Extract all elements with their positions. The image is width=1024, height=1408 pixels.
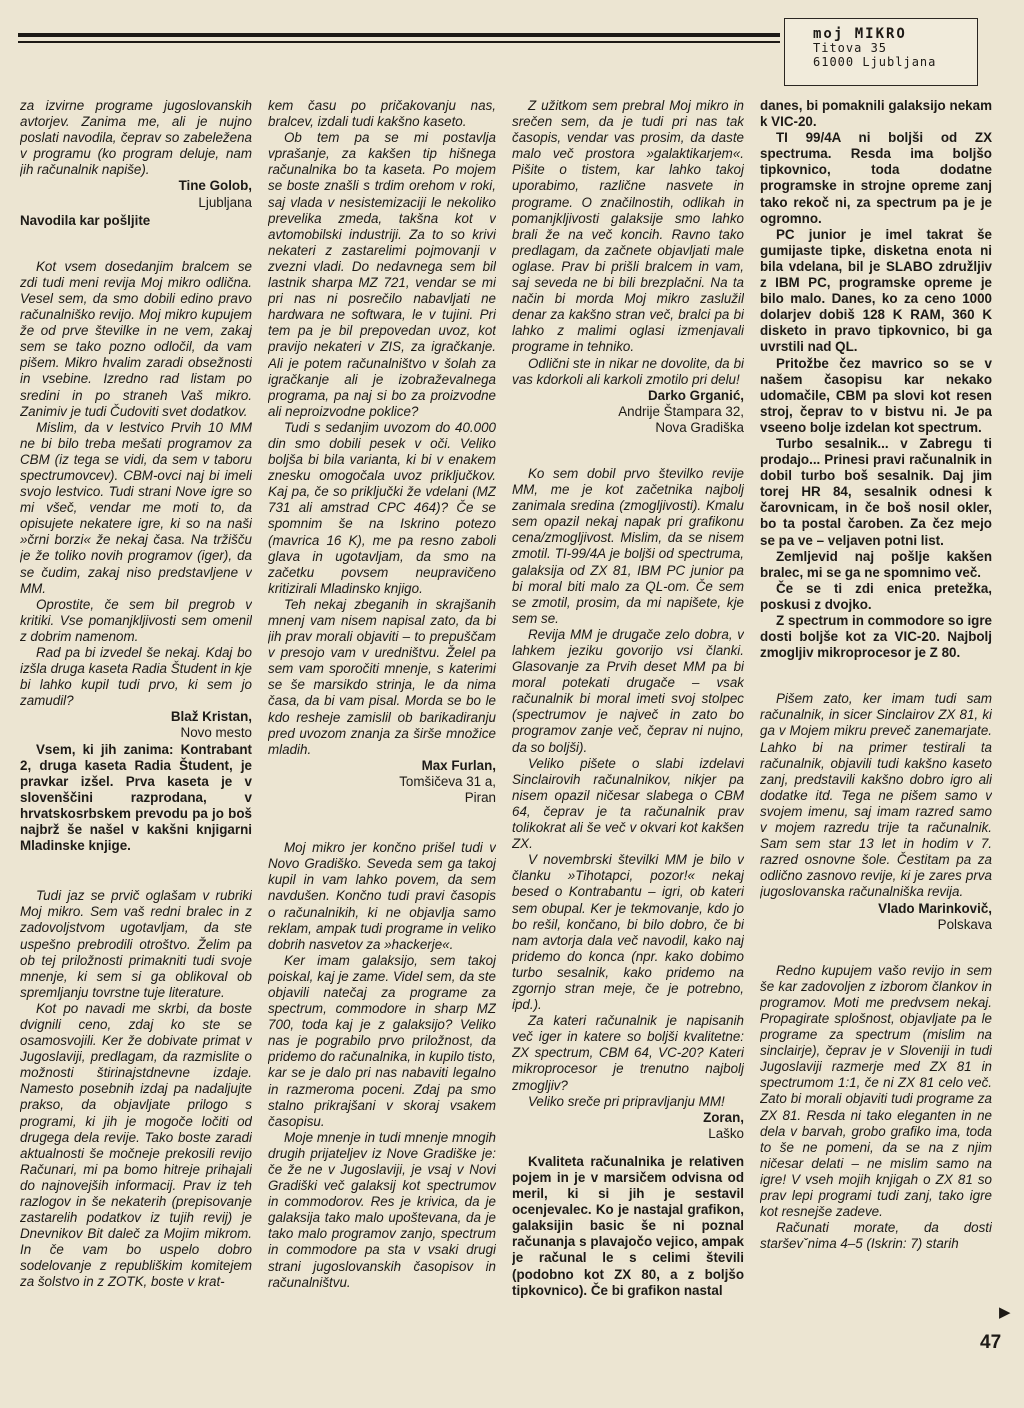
letter-signature: Darko Grganić,	[648, 387, 744, 403]
letter-signature: Max Furlan,	[421, 757, 496, 773]
letter-place: Andrije Štampara 32,	[618, 403, 744, 419]
letter-place: Novo mesto	[180, 725, 252, 741]
letter-text: Veliko sreče pri pripravljanju MM!	[528, 1093, 725, 1109]
letter-text: Pišem zato, ker imam tudi sam računalnik, in sicer Sinclairov ZX 81, ki ga v Mojem mikru preveč zanemarjate. Lahko bi na primer testirali ta računalnik, objavili tudi kakšno kaseto zanj, predstavili kakšno dobro igro ali dodatke itd. Tega ne pišem samo v svojem imenu, saj imam razred samo v mojem razredu trije ta računalnik. Sam sem star 13 let in hodim v 7. razred osnovne šole. Čestitam pa za odlično zasnovo revije, ki je zares prva jugoslovanska računalniška revija.	[760, 691, 992, 900]
letter-text: Ko sem dobil prvo številko revije MM, me je kot začetnika najbolj zanimala sredina (zmogljivosti). Kmalu sem opazil nekaj napak pri grafikonu cena/zmogljivost. Mislim, da se nisem zmotil. TI-99/4A je boljši od spectruma, galaksija od ZX 81, IBM PC junior pa bi moral biti malo za QL-om. Če sem se zmotil, prosim, da mi napišete, kje sem se.	[512, 465, 744, 626]
letter-place: Tomšičeva 31 a,	[399, 773, 496, 789]
letter-text: Ob tem pa se mi postavlja vprašanje, za kakšen tip hišnega računalnika bo ta kaseta. Po mojem se boste znašli s trdim orehom v roki, saj vlada v nesistemizaciji le nekoliko prevelika zmeda, takšna kot v avtomobilski industriji. Za to so krivi nekateri z zastarelimi pojmovanji v zvezni vladi. Do nedavnega sem bil lastnik sharpa MZ 721, vendar se mi pri nas ni posrečilo nabavljati ne hardwara ne softwara, le v tujini. Pri tem pa je bil prepovedan uvoz, kot pravijo nekateri v ZIS, za igračkanje. Ali je potem računalništvo v šolah za igračkanje ali je izobraževalnega programa, pa naj si bo za proizvodne ali neproizvodne poklice?	[268, 130, 496, 419]
address-city: 61000 Ljubljana	[813, 55, 937, 69]
editor-reply: Kvaliteta računalnika je relativen pojem in je v marsičem odvisna od meril, ki si jih je sestavil ocenjevalec. Ko je nastajal grafikon, galaksijin basic še ni poznal računanja s plavajočo vejico, ampak je računal le s celimi števili (podobno kot ZX 80, a z boljšo tipkovnico). Če bi grafikon nastal	[512, 1153, 744, 1298]
column-1	[20, 98, 252, 1353]
letter-signature: Blaž Kristan,	[170, 709, 252, 725]
letter-text: za izvirne programe jugoslovanskih avtorjev. Zanima me, ali je nujno poslati navodila, čeprav so zabeležena v programu (ko program deluje, nam jih računalnik napiše).	[20, 98, 252, 178]
address-magazine: moj MIKRO	[813, 26, 907, 42]
letter-text: Kot po navadi me skrbi, da boste dvignili ceno, zdaj ko ste se osamosvojili. Ker že dobivate primat v Jugoslaviji, predlagam, da razmislite o možnosti štirinajstdnevne izdaje. Namesto posebnih izdaj pa nadaljujte prakso, da objavljate prilogo s programi, ki jih je mogoče ločiti od drugega dela revije. Tako boste zaradi aktualnosti še močneje prekosili revijo Računari, mi pa bomo hitreje prihajali do najnovejših informacij. Prav iz teh razlogov in še nekaterih (prepisovanje zastarelih podatkov iz tujih revij) je Dnevnikov Bit daleč za Mojim mikrom. In če vam bo uspelo dobro sodelovanje z republiškim komitejem za šolstvo in z ZOTK, boste v krat-	[20, 1000, 252, 1290]
header-rule-thick	[18, 33, 780, 37]
letter-text: Teh nekaj zbeganih in skrajšanih mnenj vam nisem napisal zato, da bi jih prav morali objaviti – to prepuščam v presojo vam v uredništvu. Želel pa sem vam sporočiti mnenje, s katerimi se še marsikdo strinja, le da nima časa, da bi vam pisal. Morda se bo le kdo resheje zamislil ob barikadiranju pred uvozom znanja za širše množice mladih.	[268, 596, 496, 757]
continue-arrow-icon: ▶	[999, 1304, 1011, 1321]
page-number: 47	[980, 1332, 1002, 1353]
editor-reply: Pritožbe čez mavrico so se v našem časopisu kar nekako udomačile, CBM pa slovi kot resen stroj, čeprav to v bistvu ni. Je pa vseeno bolje izdelan kot spectrum.	[760, 355, 992, 435]
letter-text: Mislim, da v lestvico Prvih 10 MM ne bi bilo treba mešati programov za CBM (iz tega se vidi, da sem v taboru spectrumovcev). CBM-ovci naj bi imeli svojo lestvico. Tudi strani Nove igre so mi všeč, vendar me moti to, da opisujete nekatere igre, ki so na naši »črni borzi« že nekaj časa. Na tržišču je že toliko novih programov (iger), da se čudim, zakaj niso predstavljene v MM.	[20, 419, 252, 596]
letter-place: Piran	[464, 790, 496, 806]
letter-text: Tudi jaz se prvič oglašam v rubriki Moj mikro. Sem vaš redni bralec in z zadovoljstvom ugotavljam, da ste uspešno prebrodili otroštvo. Želim pa ob tej priložnosti primakniti tudi svoje mnenje, ki sem si ga oblikoval ob spremljanju tovrstne tuje literature.	[20, 888, 252, 1000]
letter-text: Za kateri računalnik je napisanih več iger in katere so boljši kvalitetne: ZX spectrum, CBM 64, VC-20? Kateri mikroprocesor je trenutno najbolj zmogljiv?	[512, 1013, 744, 1093]
column-2	[268, 98, 496, 1353]
editor-reply: Zemljevid naj pošlje kakšen bralec, mi se ga ne spomnimo več.	[760, 548, 992, 580]
letter-text: Kot vsem dosedanjim bralcem se zdi tudi meni revija Moj mikro odlična. Vesel sem, da smo dobili edino pravo računalniško revijo. Moj mikro kupujem že od prve številke in ne vem, zakaj sem se tako pozno odločil, da vam pišem. Mikro hvalim zaradi obsežnosti in vsebine. Izredno rad listam po sredini in po straneh Vaš mikro. Zanimiv je tudi Čudoviti svet dodatkov.	[20, 258, 252, 419]
column-3	[512, 98, 744, 1353]
letter-text: Moj mikro jer končno prišel tudi v Novo Gradiško. Seveda sem ga takoj kupil in vam lahko povem, da sem navdušen. Končno tudi pravi časopis o računalnikih, ki ne objavlja samo reklam, ampak tudi programe in veliko dobrih nasvetov za »hackerje«.	[268, 840, 496, 952]
editor-reply: Z spectrum in commodore so igre dosti boljše kot za VIC-20. Najbolj zmogljiv mikroprocesor je Z 80.	[760, 613, 992, 661]
letter-signature: Tine Golob,	[178, 178, 252, 194]
letter-place: Ljubljana	[198, 194, 252, 210]
header-rule-thin	[18, 41, 780, 43]
letter-text: Moje mnenje in tudi mnenje mnogih drugih prijateljev iz Nove Gradiške je: če že ne v Jugoslaviji, je vsaj v Novi Gradiški več galaksij kot spectrumov in commodorov. Res je krivica, da je galaksija tako malo upoštevana, da je tako malo programov zanjo, spectrum in commodore pa sta v vsaki drugi strani jugoslovanskih časopisov in računalništvu.	[268, 1129, 496, 1290]
letter-text: Z užitkom sem prebral Moj mikro in srečen sem, da je tudi pri nas tak časopis, vendar vas prosim, da daste malo več prostora »galaktikarjem«. Pišite o tistem, kar lahko takoj uporabimo, različne nasvete in programe. O značilnostih, odlikah in pomanjkljivosti galaksije smo lahko brali že na več koncih. Ravno tako predlagam, da začnete objavljati male oglase. Prav bi prišli bralcem in vam, saj seveda ne bi bili brezplačni. Na ta način bi morda Moj mikro zaslužil denar za kakšno stran več, bralci pa bi lahko z malimi oglasi izmenjavali programe in tehniko.	[512, 98, 744, 355]
letter-text: kem času po pričakovanju nas, bralcev, izdali tudi kakšno kaseto.	[268, 98, 496, 130]
letter-text: Ker imam galaksijo, sem takoj poiskal, kaj je zame. Videl sem, da ste objavili natečaj za programe za spectrum, commodore in sharp MZ 700, toda kaj je z galaksijo? Veliko nas je pograbilo prvo priložnost, da pridemo do računalnika, in kupilo tisto, kar se je dalo pri nas nabaviti legalno in razmeroma poceni. Zdaj pa smo stalno prikrajšani v skoraj vsakem časopisu.	[268, 952, 496, 1129]
letter-text: Veliko pišete o slabi izdelavi Sinclairovih računalnikov, nikjer pa nisem opazil ničesar slabega o CBM 64, čeprav je ta računalnik prav tolikokrat ali še več v okvari kot kakšen ZX.	[512, 755, 744, 852]
editor-reply: Turbo sesalnik... v Zabregu ti prodajo... Prinesi pravi računalnik in dobil turbo boš sesalnik. Daj jim torej HR 84, sesalnik odnesi k čarovnicam, in če boš nosil okler, bo ta postal čaroben. Za čez mejo se pa ve – veljaven potni list.	[760, 435, 992, 548]
editor-reply: TI 99/4A ni boljši od ZX spectruma. Resda ima boljšo tipkovnico, toda dodatne programske in strojne opreme zanj tako rekoč ni, za spectrum pa je je ogromno.	[760, 130, 992, 226]
letter-place: Laško	[708, 1125, 744, 1141]
address-box	[784, 18, 978, 86]
editor-reply: PC junior je imel takrat še gumijaste tipke, disketna enota ni bila vdelana, bil je SLABO združljiv z IBM PC, programske opreme je bilo malo. Danes, ko za ceno 1000 dolarjev dobiš 128 K RAM, 360 K disketo in pravo tipkovnico, bi ga uvrstili nad QL.	[760, 226, 992, 355]
letter-text: Računati morate, da dosti starševˇnima 4–5 (Iskrin: 7) starih	[760, 1220, 992, 1252]
letter-signature: Vlado Marinkovič,	[878, 900, 992, 916]
letter-text: Oprostite, če sem bil pregrob v kritiki. Vse pomanjkljivosti sem omenil z dobrim namenom.	[20, 596, 252, 644]
section-heading: Navodila kar pošljite	[20, 212, 151, 228]
address-street: Titova 35	[813, 41, 888, 55]
letter-text: Odlični ste in nikar ne dovolite, da bi vas kdorkoli ali karkoli zmotilo pri delu!	[512, 355, 744, 387]
letter-text: V novembrski številki MM je bilo v članku »Tihotapci, pozor!« nekaj besed o Kontrabantu – igri, ob kateri sem obupal. Ker je tekmovanje, kdo jo bo rešil, končano, bi bilo dobro, če bi nam avtorja dala več navodil, kako naj pridemo do konca (npr. kako dobimo turbo sesalnik, kako pridemo na zgornjo stran meje, če je potrebno, ipd.).	[512, 852, 744, 1013]
letter-text: Tudi s sedanjim uvozom do 40.000 din smo dobili pesek v oči. Veliko boljša bi bila varianta, ki bi v enakem znesku omogočala uvoz priključkov. Kaj pa, če so priključki že vdelani (MZ 731 ali amstrad CPC 464)? Če se spomnim še na Iskrino potezo (mavrica 16 K), me pa resno zaboli glava in ugotavljam, da smo na začetku povsem neupravičeno kritizirali Mladinsko knjigo.	[268, 419, 496, 596]
letter-text: Revija MM je drugače zelo dobra, v lahkem jeziku govorijo vsi članki. Glasovanje za Prvih deset MM pa bi moral potekati drugače – vsak računalnik bi moral imeti svoj stolpec (spectrumov je največ in zato bo programov zanje več, čeprav ni nujno, da so boljši).	[512, 626, 744, 755]
letter-place: Polskava	[937, 916, 992, 932]
letter-text: Rad pa bi izvedel še nekaj. Kdaj bo izšla druga kaseta Radia Študent in kje bi lahko kupil tudi prvo, ki sem jo zamudil?	[20, 645, 252, 709]
editor-reply: Če se ti zdi enica pretežka, poskusi z dvojko.	[760, 580, 992, 612]
editor-reply: danes, bi pomaknili galaksijo nekam k VIC-20.	[760, 98, 992, 130]
editor-reply: Vsem, ki jih zanima: Kontrabant 2, druga kaseta Radia Študent, je pravkar izšel. Prva kaseta je v slovenščini razprodana, v hrvatskosrbskem prevodu pa jo boš najbrž še našel v kakšni knjigarni Mladinske knjige.	[20, 741, 252, 854]
column-4	[760, 98, 992, 1353]
letter-place: Nova Gradiška	[655, 419, 744, 435]
letter-text: Redno kupujem vašo revijo in sem še kar zadovoljen z izborom člankov in programov. Moti me predvsem nekaj. Propagirate splošnost, objavljate pa le programe za spectrum (mislim na sinclairje), čeprav je v Sloveniji in tudi Jugoslaviji razmerje med ZX 81 in spectrumom 1:1, če ni ZX 81 celo več. Zato bi morali objaviti tudi programe za ZX 81. Resda ni tako eleganten in ne dela v barvah, grobo grafiko ima, toda to še ne pomeni, da se na z njim ničesar delati – ne mislim samo na igre! V vseh mojih knjigah o ZX 81 so prav lepi programi tudi zanj, tako igre kot resnejše zadeve.	[760, 962, 992, 1220]
letter-signature: Zoran,	[703, 1109, 744, 1125]
